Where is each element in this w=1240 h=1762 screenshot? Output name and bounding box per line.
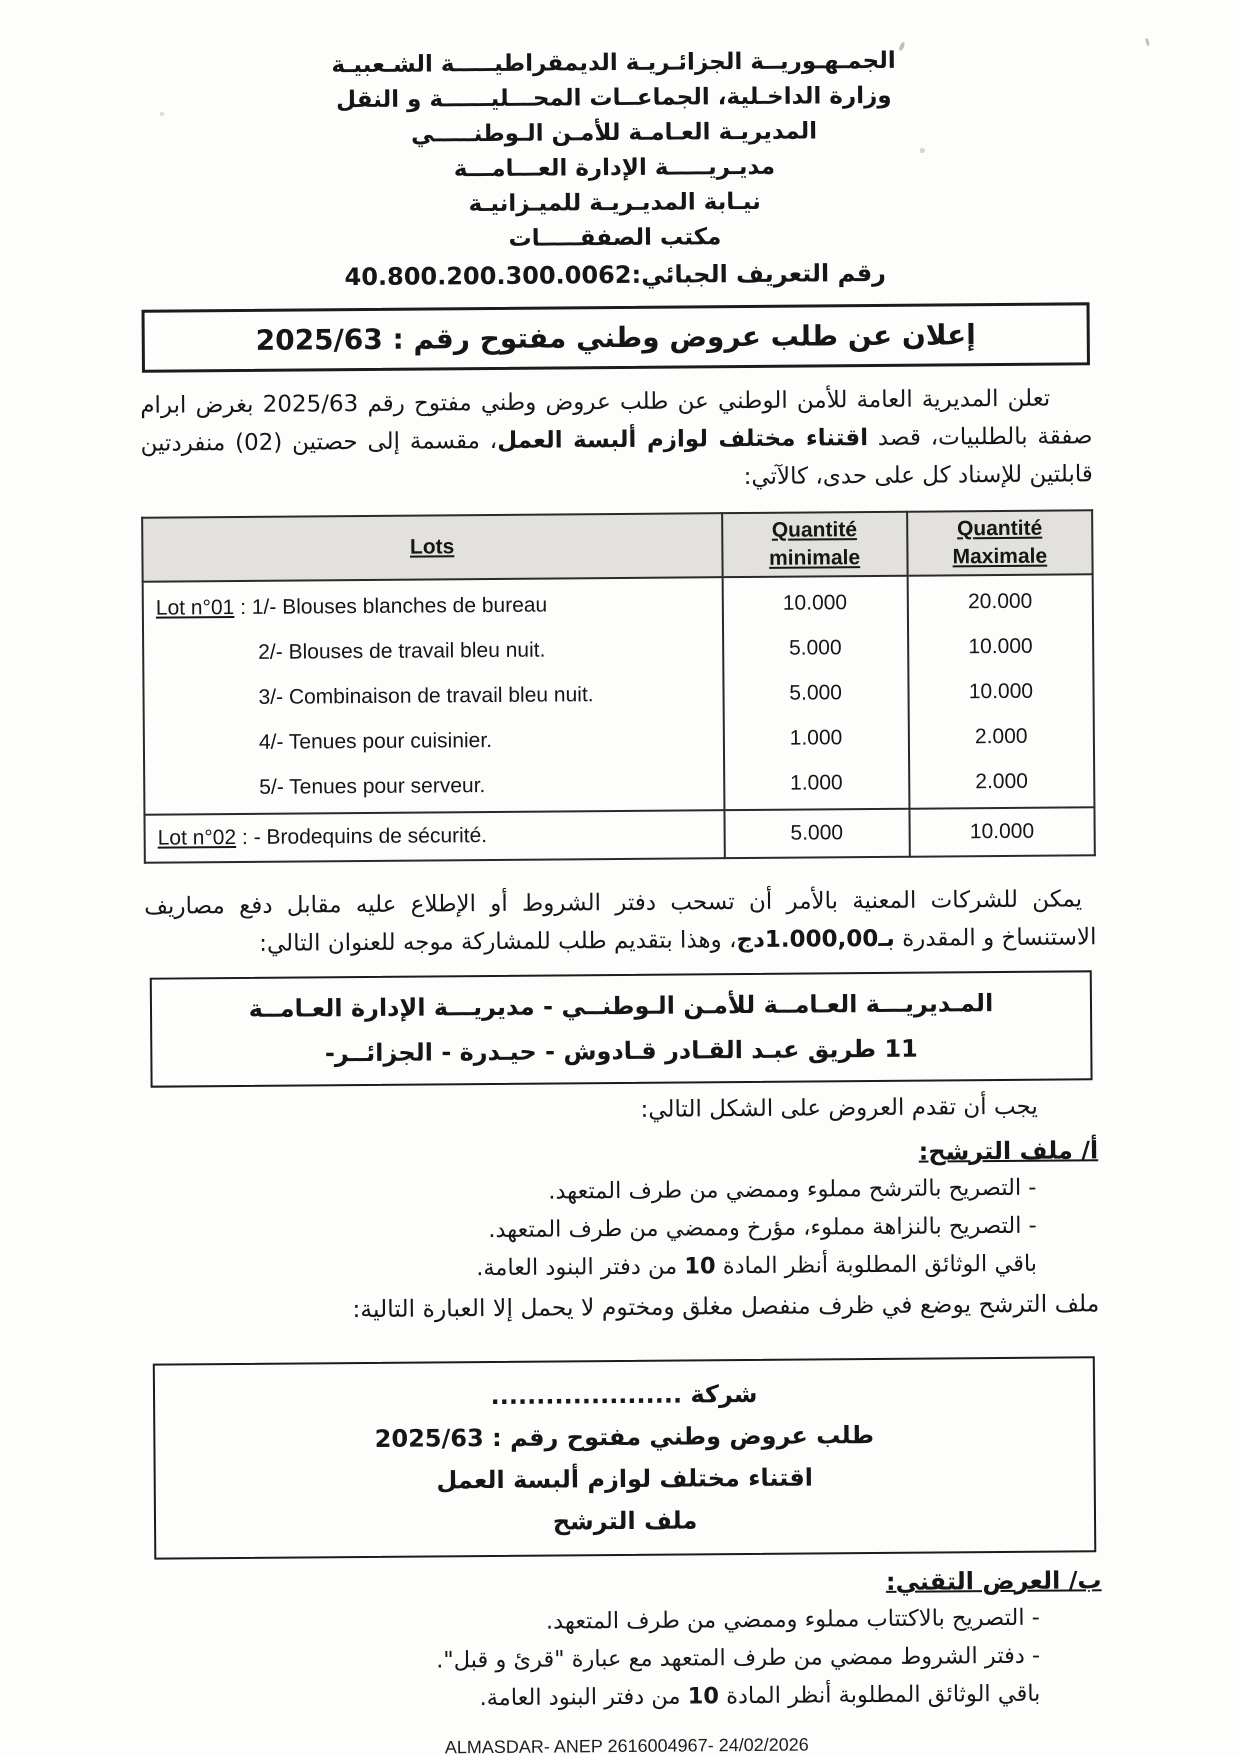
qty-value: 5.000 bbox=[788, 636, 842, 660]
section-a-heading: أ/ ملف الترشح: bbox=[918, 1136, 1099, 1166]
lot1-qty-max-cell bbox=[907, 574, 1094, 808]
lot1-label-separator: : bbox=[234, 595, 252, 620]
section-a-remaining-docs bbox=[147, 1244, 1099, 1289]
address-line-2: 11 طريق عبـد القـادر قـادوش - حيـدرة - الجزائــر- bbox=[324, 1034, 918, 1068]
lot1-item: 3/- Combinaison de travail bleu nuit. bbox=[258, 683, 594, 709]
column-header-qty-max bbox=[907, 510, 1093, 575]
section-b-rest-pre: باقي الوثائق المطلوبة أنظر المادة bbox=[718, 1680, 1041, 1710]
candidacy-envelope-note: ملف الترشح يوضع في ظرف منفصل مغلق ومختوم لا يحمل إلا العبارة التالية: bbox=[352, 1289, 1100, 1324]
section-b-item: - التصريح بالاكتتاب مملوء وممضي من طرف المتعهد. bbox=[545, 1604, 1040, 1635]
section-a-article-number: 10 bbox=[684, 1253, 716, 1280]
lot1-item-name: 1/- Blouses blanches de bureau bbox=[251, 593, 548, 619]
qty-min-header-line1: Quantité bbox=[771, 518, 858, 542]
header-line-directorate: المديريـة العـامـة للأمـن الـوطنـــــي bbox=[411, 118, 818, 148]
republic-header-block bbox=[123, 42, 1105, 298]
presentation-line: يجب أن تقدم العروض على الشكل التالي: bbox=[640, 1093, 1038, 1123]
table-header-row bbox=[142, 510, 1092, 581]
lot1-label: Lot n°01 bbox=[155, 596, 235, 620]
envelope-file-line: ملف الترشح bbox=[552, 1506, 698, 1536]
header-line-budget: نيـابة المديـريـة للميـزانيـة bbox=[468, 188, 761, 218]
envelope-label-box bbox=[153, 1356, 1097, 1559]
lot1-item: 2/- Blouses de travail bleu nuit. bbox=[258, 638, 546, 664]
lot2-item bbox=[158, 814, 718, 858]
intro-text-bold: اقتناء مختلف لوازم ألبسة العمل bbox=[497, 425, 869, 454]
withdraw-paragraph bbox=[144, 880, 1097, 963]
withdraw-text-2: ، وهذا بتقديم طلب للمشاركة موجه للعنوان التالي: bbox=[259, 927, 737, 957]
qty-value: 10.000 bbox=[782, 591, 848, 615]
qty-value: 20.000 bbox=[967, 589, 1033, 614]
header-line-admin: مديـريـــــة الإدارة العـــامـــة bbox=[453, 153, 776, 183]
lot1-items-cell bbox=[143, 577, 724, 815]
section-b-article-number: 10 bbox=[687, 1683, 720, 1710]
lot1-qty-min-cell bbox=[722, 576, 909, 810]
section-a-rest-post: من دفتر البنود العامة. bbox=[476, 1253, 685, 1282]
section-a-item: - التصريح بالترشح مملوء وممضي من طرف المتعهد. bbox=[548, 1174, 1037, 1205]
lot2-label: Lot n°02 bbox=[157, 826, 237, 850]
envelope-object-line: اقتناء مختلف لوازم ألبسة العمل bbox=[436, 1463, 814, 1495]
qty-value: 10.000 bbox=[969, 819, 1035, 844]
tax-id-line: رقم التعريف الجبائي:40.800.200.300.0062 bbox=[344, 258, 887, 292]
qty-value: 2.000 bbox=[975, 769, 1028, 794]
qty-value: 1.000 bbox=[789, 771, 843, 795]
lot2-item-name: - Brodequins de sécurité. bbox=[253, 824, 488, 849]
anep-footer: ALMASDAR- ANEP 2616004967- 24/02/2026 bbox=[444, 1734, 809, 1758]
section-b-remaining-docs bbox=[150, 1674, 1102, 1719]
qty-value: 5.000 bbox=[789, 681, 843, 705]
intro-text-1: تعلن المديرية العامة للأمن الوطني عن طلب عروض وطني مفتوح رقم 2025/63 بغرض ابرام صفقة بالطلبيات، قصد bbox=[140, 385, 1093, 452]
header-line-office: مكتب الصفقـــــات bbox=[508, 224, 722, 252]
section-a-item: - التصريح بالنزاهة مملوء، مؤرخ وممضي من طرف المتعهد. bbox=[488, 1212, 1037, 1244]
column-header-qty-min bbox=[722, 512, 908, 577]
lot1-item: 5/- Tenues pour serveur. bbox=[259, 774, 486, 799]
section-a-rest-pre: باقي الوثائق المطلوبة أنظر المادة bbox=[715, 1250, 1038, 1280]
qty-value: 5.000 bbox=[790, 821, 844, 845]
intro-paragraph bbox=[140, 379, 1093, 500]
lots-table bbox=[141, 509, 1096, 863]
qty-max-header-line1: Quantité bbox=[956, 516, 1043, 541]
address-box bbox=[150, 970, 1093, 1087]
section-b-rest-post: من دفتر البنود العامة. bbox=[479, 1683, 688, 1712]
section-b-heading: ب/ العرض التقني: bbox=[885, 1566, 1102, 1596]
lot1-item bbox=[156, 581, 716, 630]
envelope-company-line: شركة ..................... bbox=[490, 1379, 758, 1411]
header-line-republic: الجمـهـوريــة الجزائـريـة الديمقراطيـــــة الشـعبيـة bbox=[331, 47, 896, 79]
table-row-lot1 bbox=[143, 574, 1095, 814]
envelope-tender-line: طلب عروض وطني مفتوح رقم : 2025/63 bbox=[374, 1421, 875, 1453]
column-header-lots: Lots bbox=[142, 513, 722, 582]
address-line-1: المـديريـــة العـامــة للأمـن الـوطنــي - مديريـــة الإدارة العـامــة bbox=[248, 989, 994, 1023]
section-b-item: - دفتر الشروط ممضي من طرف المتعهد مع عبارة "قرئ و قبل". bbox=[436, 1642, 1041, 1674]
header-line-ministry: وزارة الداخـلية، الجماعــات المحـــليــــــة و النقل bbox=[336, 82, 892, 114]
lot2-qty-min-cell bbox=[724, 809, 910, 858]
qty-min-header-line2: minimale bbox=[768, 546, 861, 570]
tender-title-box bbox=[142, 302, 1090, 372]
intro-text-2: ، مقسمة إلى حصتين (02) منفردتين قابلتين للإسناد كل على حدى، كالآتي: bbox=[140, 427, 1093, 491]
lot2-qty-max-cell bbox=[909, 807, 1095, 856]
qty-value: 10.000 bbox=[968, 634, 1033, 659]
lot2-label-separator: : bbox=[236, 825, 254, 850]
withdraw-fee-bold: بـ1.000,00دج bbox=[736, 925, 895, 954]
tender-title: إعلان عن طلب عروض وطني مفتوح رقم : 2025/63 bbox=[255, 318, 976, 357]
qty-max-header-line2: Maximale bbox=[952, 544, 1048, 569]
qty-value: 1.000 bbox=[789, 726, 843, 750]
qty-value: 10.000 bbox=[968, 679, 1034, 704]
withdraw-text-1: يمكن للشركات المعنية بالأمر أن تسحب دفتر الشروط أو الإطلاع عليه مقابل دفع مصاريف الاستنساخ و المقدرة bbox=[144, 886, 1097, 952]
lot2-item-cell bbox=[144, 810, 724, 863]
lot1-item: 4/- Tenues pour cuisinier. bbox=[258, 729, 493, 754]
qty-value: 2.000 bbox=[974, 724, 1028, 749]
table-row-lot2 bbox=[144, 807, 1094, 862]
